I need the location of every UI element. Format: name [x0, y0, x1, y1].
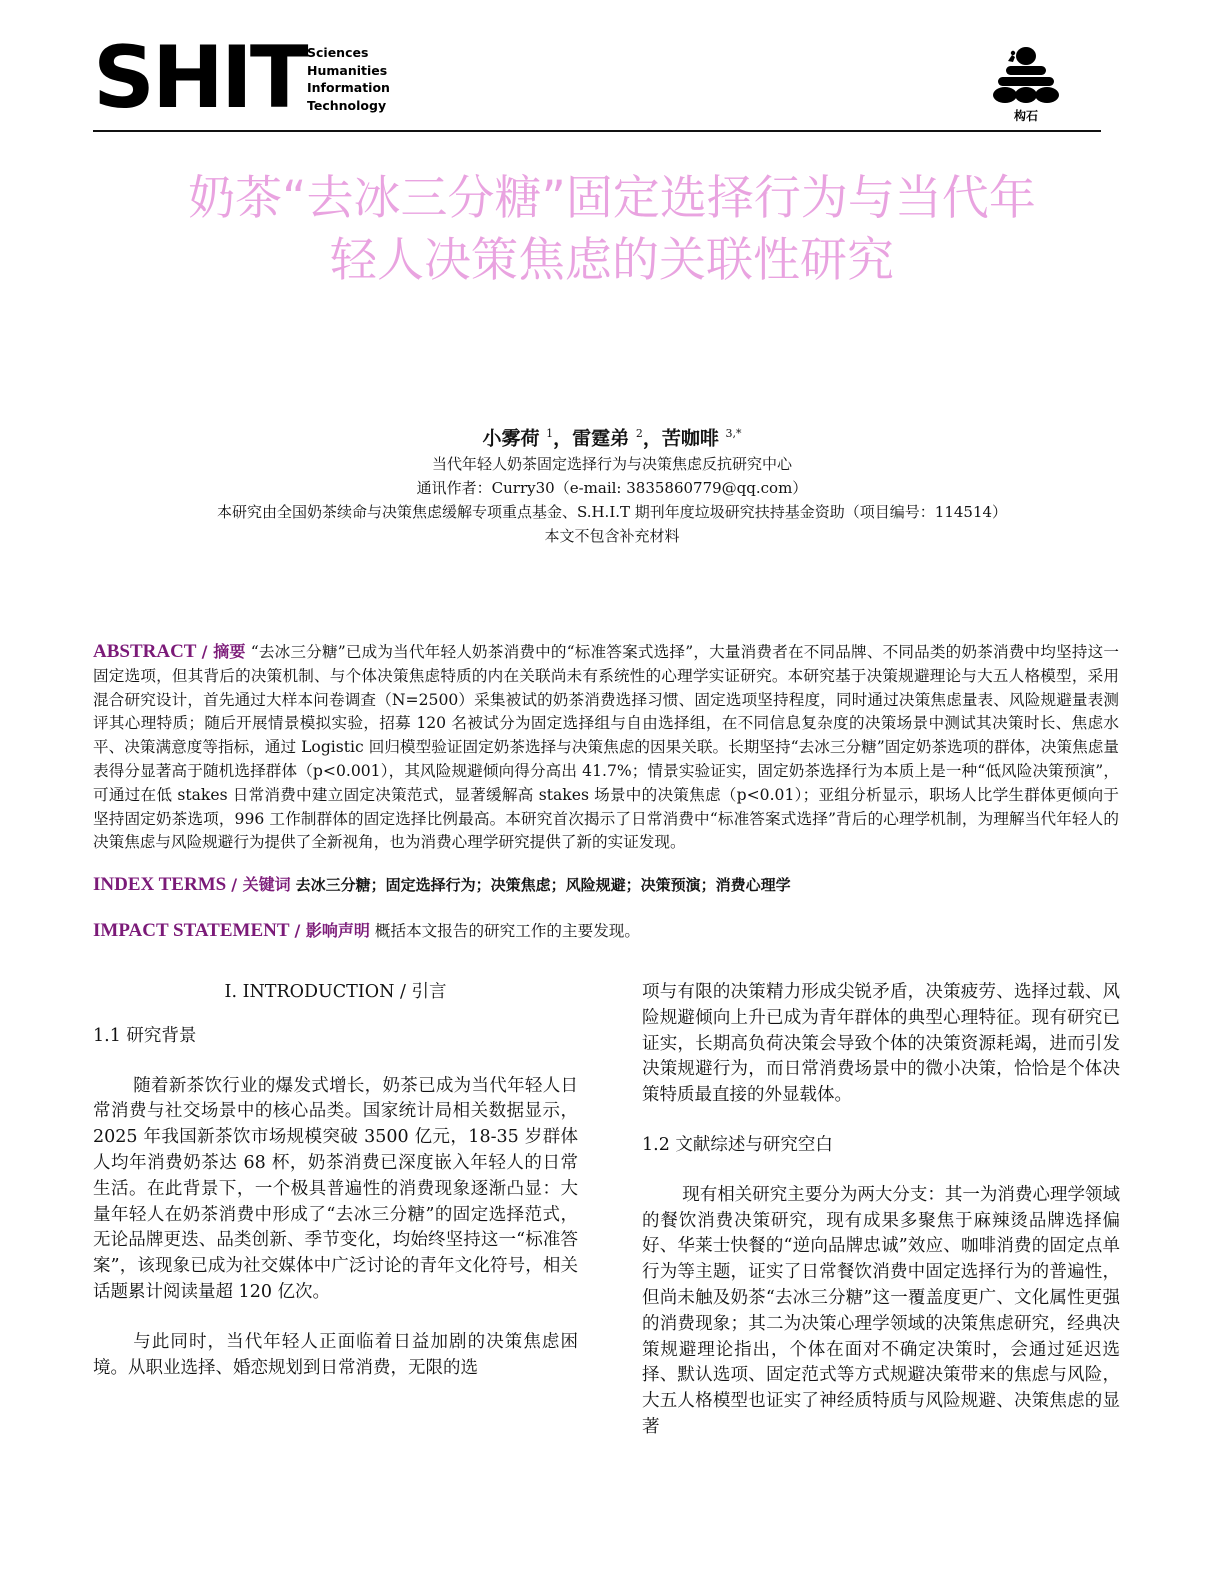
impact-text: 概括本文报告的研究工作的主要发现。: [374, 922, 640, 940]
keywords: 去冰三分糖；固定选择行为；决策焦虑；风险规避；决策预演；消费心理学: [295, 876, 791, 894]
journal-subtitle: [307, 44, 390, 114]
index-terms: [93, 873, 1119, 897]
impact-label-en: IMPACT STATEMENT: [93, 920, 290, 941]
abstract: [93, 640, 1119, 855]
affiliation: 当代年轻人奶茶固定选择行为与决策焦虑反抗研究中心: [431, 455, 792, 474]
author-affiliation-marker: 3,*: [725, 427, 742, 440]
paragraph: 现有相关研究主要分为两大分支：其一为消费心理学领域的餐饮消费决策研究，现有成果多聚焦于麻辣烫品牌选择偏好、华莱士快餐的“逆向品牌忠诚”效应、咖啡消费的固定点单行为等主题，证实了日常餐饮消费中固定选择行为的普遍性，但尚未触及奶茶“去冰三分糖”这一覆盖度更广、文化属性更强的消费现象；其二为决策心理学领域的决策焦虑研究，经典决策规避理论指出，个体在面对不确定决策时，会通过延迟选择、默认选项、固定范式等方式规避决策带来的焦虑与风险，大五人格模型也证实了神经质特质与风险规避、决策焦虑的显著: [642, 1184, 1120, 1437]
subsection-heading-1-1: 1.1 研究背景: [93, 1025, 197, 1046]
paper-title-line-1: 奶茶“去冰三分糖”固定选择行为与当代年: [188, 171, 1036, 226]
separator: ，: [553, 427, 573, 450]
funding-note: 本研究由全国奶茶续命与决策焦虑缓解专项重点基金、S.H.I.T 期刊年度垃圾研究扶持基金资助（项目编号：114514）: [216, 503, 1008, 522]
journal-subtitle-line: Information: [307, 80, 390, 95]
brand-mark: [990, 45, 1062, 121]
paragraph-continued: 项与有限的决策精力形成尖锐矛盾，决策疲劳、选择过载、风险规避倾向上升已成为青年群体的典型心理特征。现有研究已证实，长期高负荷决策会导致个体的决策资源耗竭，进而引发决策规避行为，而日常消费场景中的微小决策，恰恰是个体决策特质最直接的外显载体。: [642, 982, 1120, 1106]
author-block: [100, 420, 1124, 548]
author-name: 小雾荷: [482, 427, 540, 450]
abstract-text: “去冰三分糖”已成为当代年轻人奶茶消费中的“标准答案式选择”，大量消费者在不同品牌、不同品类的奶茶消费中均坚持这一固定选项，但其背后的决策机制、与个体决策焦虑特质的内在关联尚未有系统性的心理学实证研究。本研究基于决策规避理论与大五人格模型，采用混合研究设计，首先通过大样本问卷调查（N=2500）采集被试的奶茶消费选择习惯、固定选项坚持程度，同时通过决策焦虑量表、风险规避量表测评其心理特质；随后开展情景模拟实验，招募 120 名被试分为固定选择组与自由选择组，在不同信息复杂度的决策场景中测试其决策时长、焦虑水平、决策满意度等指标，通过 Logistic 回归模型验证固定奶茶选择与决策焦虑的因果关联。长期坚持“去冰三分糖”固定奶茶选项的群体，决策焦虑量表得分显著高于随机选择群体（p<0.001），其风险规避倾向得分高出 41.7%；情景实验证实，固定奶茶选择行为本质上是一种“低风险决策预演”，可通过在低 stakes 日常消费中建立固定决策范式，显著缓解高 stakes 场景中的决策焦虑（p<0.01）；亚组分析显示，职场人比学生群体更倾向于坚持固定奶茶选项，996 工作制群体的固定选择比例最高。本研究首次揭示了日常消费中“标准答案式选择”背后的心理学机制，为理解当代年轻人的决策焦虑与风险规避行为提供了全新视角，也为消费心理学研究提供了新的实证发现。: [93, 643, 1119, 852]
abstract-label-en: ABSTRACT: [93, 641, 197, 662]
index-terms-label-en: INDEX TERMS: [93, 874, 227, 895]
journal-logo: SHIT: [93, 28, 306, 128]
paper-title-line-2: 轻人决策焦虑的关联性研究: [330, 233, 894, 288]
paragraph: 与此同时，当代年轻人正面临着日益加剧的决策焦虑困境。从职业选择、婚恋规划到日常消费，无限的选: [93, 1331, 578, 1378]
author-list: [100, 420, 1124, 452]
impact-label-cn: / 影响声明: [294, 921, 370, 940]
section-heading-introduction: I. INTRODUCTION / 引言: [224, 982, 447, 1002]
rock-pile-icon: [992, 45, 1060, 103]
index-terms-label-cn: / 关键词: [231, 875, 291, 894]
journal-subtitle-line: Technology: [307, 97, 387, 113]
abstract-label-cn: / 摘要: [201, 642, 246, 661]
paper-title: [100, 168, 1124, 292]
author-name: 雷霆弟: [572, 427, 630, 450]
body-column-left: [93, 980, 578, 1405]
author-affiliation-marker: 1: [546, 427, 554, 440]
separator: ，: [642, 427, 662, 450]
subsection-heading-1-2: 1.2 文献综述与研究空白: [642, 1134, 833, 1155]
paragraph: 随着新茶饮行业的爆发式增长，奶茶已成为当代年轻人日常消费与社交场景中的核心品类。国家统计局相关数据显示，2025 年我国新茶饮市场规模突破 3500 亿元，18-35 岁群体人均年消费奶茶达 68 杯，奶茶消费已深度嵌入年轻人的日常生活。在此背景下，一个极具普遍性的消费现象逐渐凸显：大量年轻人在奶茶消费中形成了“去冰三分糖”的固定选择范式，无论品牌更迭、品类创新、季节变化，均始终坚持这一“标准答案”，该现象已成为社交媒体中广泛讨论的青年文化符号，相关话题累计阅读量超 120 亿次。: [93, 1075, 578, 1302]
supplement-note: 本文不包含补充材料: [544, 527, 680, 546]
header-divider: [93, 130, 1101, 132]
author-name: 苦咖啡: [661, 427, 719, 450]
body-column-right: [642, 980, 1120, 1465]
journal-subtitle-line: Sciences: [307, 45, 369, 60]
correspondence: 通讯作者：Curry30（e-mail: 3835860779@qq.com）: [416, 479, 808, 498]
journal-subtitle-line: Humanities: [307, 62, 388, 78]
brand-label: 构石: [1013, 109, 1038, 123]
author-affiliation-marker: 2: [635, 427, 643, 440]
impact-statement: [93, 919, 1119, 943]
